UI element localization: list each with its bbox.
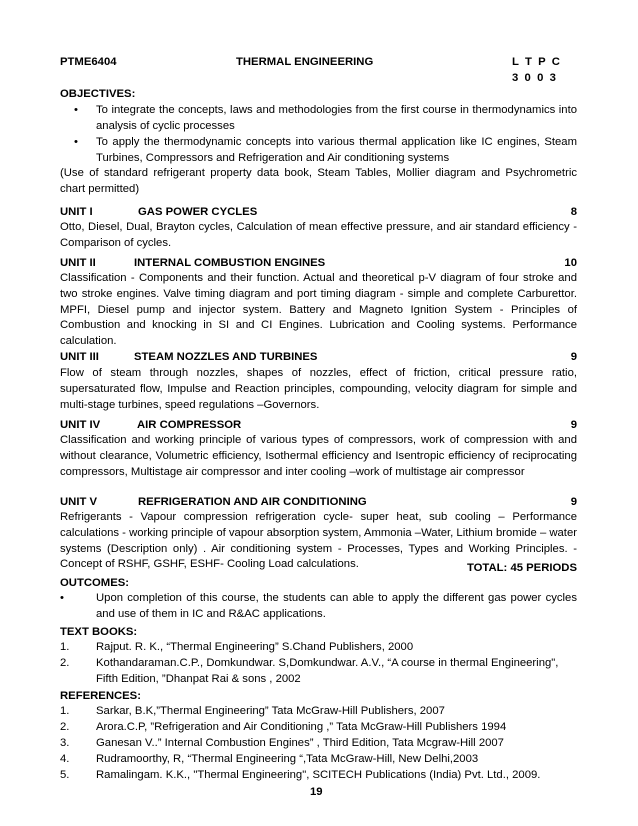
unit-label: UNIT II <box>60 257 96 269</box>
ltpc-values: 3 0 0 3 <box>512 72 556 84</box>
unit-hours: 9 <box>570 351 577 363</box>
bullet-icon: • <box>74 136 78 148</box>
unit-title: INTERNAL COMBUSTION ENGINES <box>134 257 326 269</box>
unit-hours: 9 <box>570 496 577 508</box>
bullet-icon: • <box>74 104 78 116</box>
page-number: 19 <box>310 786 323 798</box>
reference-item: 3. Ganesan V..” Internal Combustion Engines” , Third Edition, Tata Mcgraw-Hill 2007 <box>60 737 504 749</box>
unit-label: UNIT V <box>60 496 98 508</box>
unit-content: Otto, Diesel, Dual, Brayton cycles, Calculation of mean effective pressure, and air standard efficiency - Comparison of cycles. <box>60 221 577 249</box>
bullet-icon: • <box>60 592 64 604</box>
unit-hours: 8 <box>570 206 577 218</box>
text-book-item: 2. Kothandaraman.C.P., Domkundwar. S,Domkundwar. A.V., “A course in thermal Engineering", Fifth Edition, ”Dhanpat Rai & sons , 2002 <box>60 657 559 685</box>
references-heading: REFERENCES: <box>60 690 141 702</box>
text-book-item: 1. Rajput. R. K., “Thermal Engineering” S.Chand Publishers, 2000 <box>60 641 414 653</box>
outcome-item: • Upon completion of this course, the students can able to apply the different gas power cycles and use of them in IC and R&AC applications. <box>60 592 577 620</box>
objectives-heading: OBJECTIVES: <box>60 88 136 100</box>
objective-item: • To apply the thermodynamic concepts into various thermal application like IC engines, Steam Turbines, Compressors and Refrigeration and Air conditioning systems <box>74 136 577 164</box>
reference-item: 2. Arora.C.P, ”Refrigeration and Air Conditioning ,” Tata McGraw-Hill Publishers 1994 <box>60 721 507 733</box>
objectives-note: (Use of standard refrigerant property data book, Steam Tables, Mollier diagram and Psychrometric chart permitted) <box>60 167 577 195</box>
unit-title: REFRIGERATION AND AIR CONDITIONING <box>138 496 367 508</box>
unit-content: Refrigerants - Vapour compression refrigeration cycle- super heat, sub cooling – Performance calculations - working principle of vapour absorption system, Ammonia –Water, Lithium bromide – water systems (Description only) . Air conditioning system - Processes, Types and Working Principles. - Concept of RSHF, GSHF, ESHF- Cooling Load calculations. <box>60 511 577 571</box>
unit-label: UNIT III <box>60 351 99 363</box>
objective-item: • To integrate the concepts, laws and methodologies from the first course in thermodynamics into analysis of cyclic processes <box>74 104 577 132</box>
unit-content: Classification and working principle of various types of compressors, work of compression with and without clearance, Volumetric efficiency, Isothermal efficiency and Isentropic efficiency of reciprocating compressors, Multistage air compressor and inter cooling –work of multistage air compressor <box>60 434 577 478</box>
reference-item: 1. Sarkar, B.K,”Thermal Engineering” Tata McGraw-Hill Publishers, 2007 <box>60 705 445 717</box>
unit-content: Flow of steam through nozzles, shapes of nozzles, effect of friction, critical pressure ratio, supersaturated flow, Impulse and Reaction principles, compounding, velocity diagram for simple and multi-stage turbines, speed regulations –Governors. <box>60 367 577 411</box>
unit-title: GAS POWER CYCLES <box>138 206 258 218</box>
course-title: THERMAL ENGINEERING <box>236 56 374 68</box>
unit-hours: 9 <box>570 419 577 431</box>
unit-hours: 10 <box>564 257 577 269</box>
outcomes-heading: OUTCOMES: <box>60 577 130 589</box>
total-periods: TOTAL: 45 PERIODS <box>466 562 577 574</box>
course-code: PTME6404 <box>60 56 117 68</box>
reference-item: 4. Rudramoorthy, R, “Thermal Engineering “,Tata McGraw-Hill, New Delhi,2003 <box>60 753 479 765</box>
unit-label: UNIT I <box>60 206 93 218</box>
ltpc-labels: L T P C <box>512 56 560 68</box>
text-books-heading: TEXT BOOKS: <box>60 626 138 638</box>
reference-item: 5. Ramalingam. K.K., "Thermal Engineering", SCITECH Publications (India) Pvt. Ltd., 2009. <box>60 769 541 781</box>
unit-title: STEAM NOZZLES AND TURBINES <box>134 351 318 363</box>
unit-title: AIR COMPRESSOR <box>137 419 242 431</box>
unit-label: UNIT IV <box>60 419 101 431</box>
unit-content: Classification - Components and their function. Actual and theoretical p-V diagram of four stroke and two stroke engines. Valve timing diagram and port timing diagram - simple and complete Carburettor. MPFI, Diesel pump and injector system. Battery and Magneto Ignition System - Principles of Combustion and knocking in SI and CI Engines. Lubrication and Cooling systems. Performance calculation. <box>60 272 577 348</box>
